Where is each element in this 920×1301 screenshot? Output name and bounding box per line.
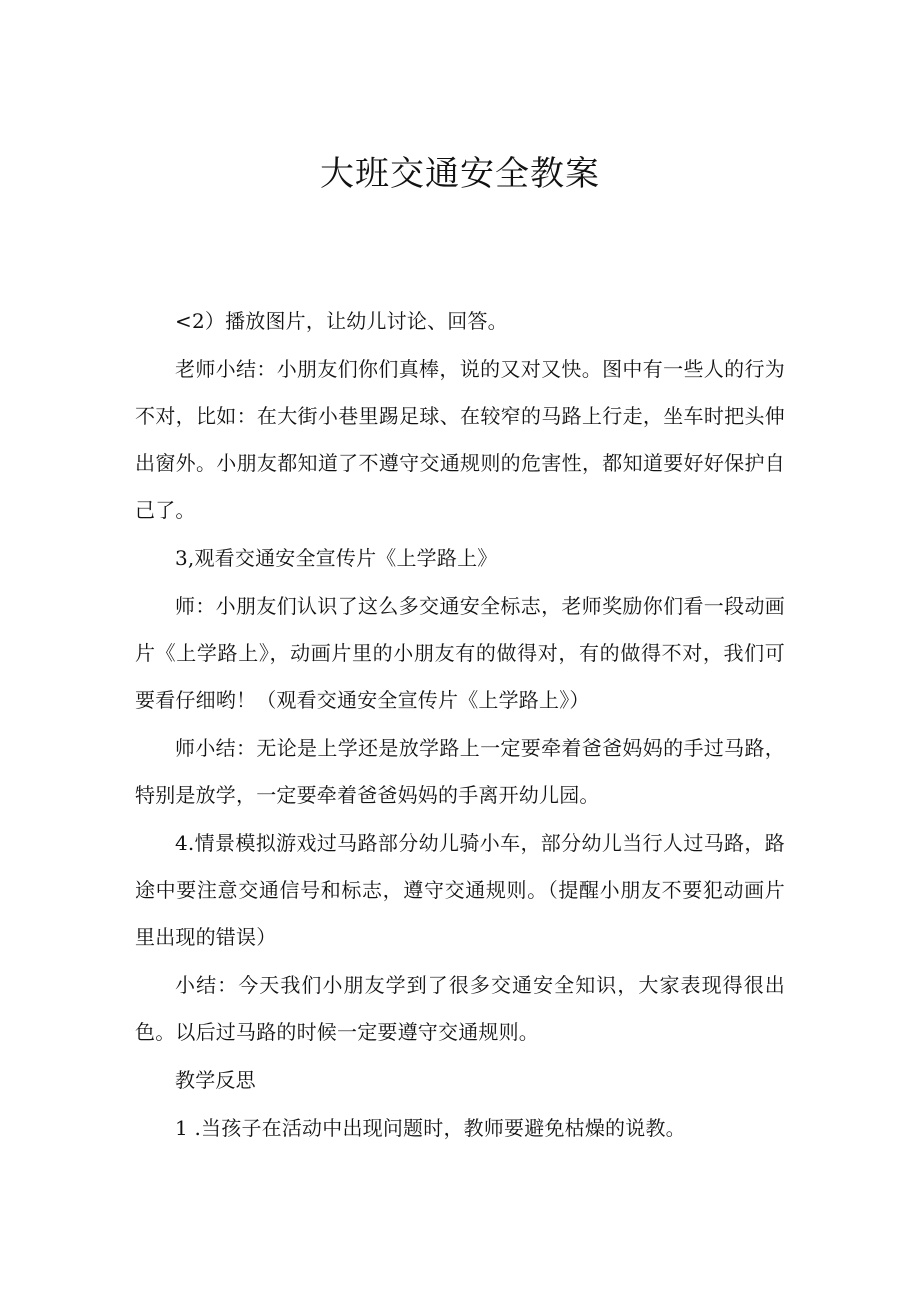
paragraph-teacher-summary: 老师小结：小朋友们你们真棒，说的又对又快。图中有一些人的行为不对，比如：在大街小巷里踢足球、在较窄的马路上行走，坐车时把头伸出窗外。小朋友都知道了不遵守交通规则的危害性，都知道要好好保护自己了。: [135, 357, 785, 522]
document-body: [135, 298, 785, 1153]
paragraph-teacher-reward: 师：小朋友们认识了这么多交通安全标志，老师奖励你们看一段动画片《上学路上》，动画片里的小朋友有的做得对，有的做得不对，我们可要看仔细哟！（观看交通安全宣传片《上学路上》）: [135, 594, 785, 712]
paragraph-teacher-short-summary: 师小结：无论是上学还是放学路上一定要牵着爸爸妈妈的手过马路，特别是放学，一定要牵着爸爸妈妈的手离开幼儿园。: [135, 736, 785, 807]
page-title: 大班交通安全教案: [320, 154, 600, 194]
paragraph-reflection-point-1: 1 .当孩子在活动中出现问题时，教师要避免枯燥的说教。: [175, 1116, 686, 1140]
paragraph-final-summary: 小结：今天我们小朋友学到了很多交通安全知识，大家表现得很出色。以后过马路的时候一定要遵守交通规则。: [135, 973, 785, 1044]
paragraph-reflection-heading: 教学反思: [175, 1068, 256, 1092]
paragraph-scenario-game: 4.情景模拟游戏过马路部分幼儿骑小车，部分幼儿当行人过马路，路途中要注意交通信号和标志，遵守交通规则。（提醒小朋友不要犯动画片里出现的错误）: [135, 831, 785, 949]
paragraph-play-pictures: <2）播放图片，让幼儿讨论、回答。: [175, 309, 508, 333]
paragraph-watch-video-heading: 3,观看交通安全宣传片《上学路上》: [175, 546, 498, 570]
